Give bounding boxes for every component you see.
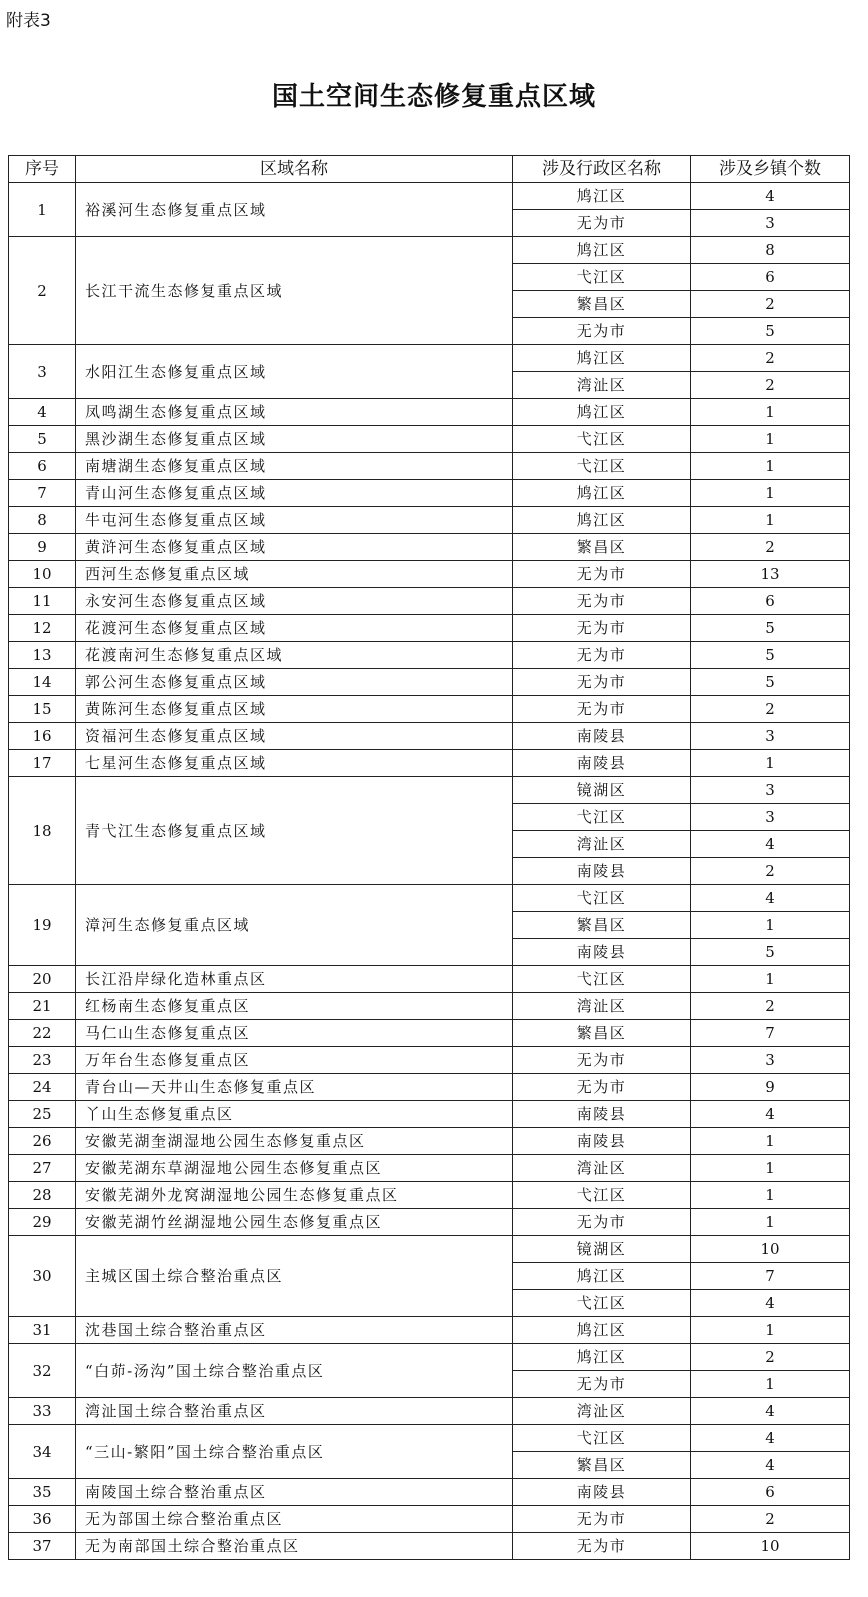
- district-name: 湾沚区: [513, 1155, 691, 1182]
- town-count: 5: [691, 615, 850, 642]
- district-name: 鸠江区: [513, 399, 691, 426]
- district-name: 弋江区: [513, 966, 691, 993]
- region-name: 漳河生态修复重点区域: [76, 885, 513, 966]
- table-row: [9, 588, 850, 615]
- region-name: 黑沙湖生态修复重点区域: [76, 426, 513, 453]
- table-row: [9, 1479, 850, 1506]
- district-name: 弋江区: [513, 1425, 691, 1452]
- region-name: 资福河生态修复重点区域: [76, 723, 513, 750]
- region-name: 南塘湖生态修复重点区域: [76, 453, 513, 480]
- district-name: 弋江区: [513, 1182, 691, 1209]
- table-row: [9, 885, 850, 912]
- town-count: 3: [691, 210, 850, 237]
- district-name: 鸠江区: [513, 345, 691, 372]
- district-name: 湾沚区: [513, 831, 691, 858]
- town-count: 6: [691, 588, 850, 615]
- row-index: 32: [9, 1344, 76, 1398]
- district-name: 南陵县: [513, 1101, 691, 1128]
- town-count: 1: [691, 1155, 850, 1182]
- table-row: [9, 642, 850, 669]
- town-count: 5: [691, 669, 850, 696]
- row-index: 17: [9, 750, 76, 777]
- region-name: 长江干流生态修复重点区域: [76, 237, 513, 345]
- district-name: 南陵县: [513, 939, 691, 966]
- district-name: 无为市: [513, 615, 691, 642]
- district-name: 弋江区: [513, 1290, 691, 1317]
- header-index: 序号: [9, 156, 76, 183]
- district-name: 镜湖区: [513, 1236, 691, 1263]
- district-name: 无为市: [513, 1074, 691, 1101]
- town-count: 1: [691, 426, 850, 453]
- district-name: 无为市: [513, 669, 691, 696]
- table-row: [9, 1425, 850, 1452]
- town-count: 13: [691, 561, 850, 588]
- table-row: [9, 1182, 850, 1209]
- town-count: 2: [691, 372, 850, 399]
- row-index: 6: [9, 453, 76, 480]
- district-name: 南陵县: [513, 858, 691, 885]
- row-index: 3: [9, 345, 76, 399]
- table-row: [9, 183, 850, 210]
- region-name: 凤鸣湖生态修复重点区域: [76, 399, 513, 426]
- district-name: 鸠江区: [513, 480, 691, 507]
- table-row: [9, 1506, 850, 1533]
- town-count: 1: [691, 1128, 850, 1155]
- table-row: [9, 345, 850, 372]
- town-count: 4: [691, 1101, 850, 1128]
- district-name: 无为市: [513, 1047, 691, 1074]
- region-name: 黄陈河生态修复重点区域: [76, 696, 513, 723]
- district-name: 弋江区: [513, 453, 691, 480]
- table-body: [9, 183, 850, 1560]
- district-name: 繁昌区: [513, 1020, 691, 1047]
- town-count: 1: [691, 1371, 850, 1398]
- region-name: 无为部国土综合整治重点区: [76, 1506, 513, 1533]
- table-row: [9, 1128, 850, 1155]
- district-name: 南陵县: [513, 1479, 691, 1506]
- region-name: 马仁山生态修复重点区: [76, 1020, 513, 1047]
- town-count: 1: [691, 912, 850, 939]
- town-count: 2: [691, 291, 850, 318]
- district-name: 南陵县: [513, 750, 691, 777]
- district-name: 弋江区: [513, 264, 691, 291]
- district-name: 无为市: [513, 561, 691, 588]
- town-count: 1: [691, 966, 850, 993]
- region-name: 沈巷国土综合整治重点区: [76, 1317, 513, 1344]
- town-count: 1: [691, 1209, 850, 1236]
- row-index: 10: [9, 561, 76, 588]
- district-name: 弋江区: [513, 885, 691, 912]
- table-row: [9, 696, 850, 723]
- district-name: 鸠江区: [513, 1263, 691, 1290]
- town-count: 5: [691, 939, 850, 966]
- row-index: 30: [9, 1236, 76, 1317]
- town-count: 1: [691, 1317, 850, 1344]
- table-row: [9, 1398, 850, 1425]
- table-row: [9, 480, 850, 507]
- table-row: [9, 1101, 850, 1128]
- row-index: 21: [9, 993, 76, 1020]
- row-index: 9: [9, 534, 76, 561]
- district-name: 无为市: [513, 318, 691, 345]
- district-name: 镜湖区: [513, 777, 691, 804]
- district-name: 无为市: [513, 1371, 691, 1398]
- row-index: 28: [9, 1182, 76, 1209]
- town-count: 2: [691, 1506, 850, 1533]
- table-row: [9, 561, 850, 588]
- district-name: 繁昌区: [513, 534, 691, 561]
- town-count: 2: [691, 1344, 850, 1371]
- table-row: [9, 723, 850, 750]
- town-count: 7: [691, 1263, 850, 1290]
- row-index: 31: [9, 1317, 76, 1344]
- town-count: 4: [691, 831, 850, 858]
- row-index: 36: [9, 1506, 76, 1533]
- district-name: 弋江区: [513, 426, 691, 453]
- district-name: 无为市: [513, 696, 691, 723]
- town-count: 3: [691, 723, 850, 750]
- region-name: 青山河生态修复重点区域: [76, 480, 513, 507]
- table-row: [9, 426, 850, 453]
- row-index: 12: [9, 615, 76, 642]
- region-name: 西河生态修复重点区域: [76, 561, 513, 588]
- district-name: 湾沚区: [513, 993, 691, 1020]
- table-row: [9, 237, 850, 264]
- district-name: 鸠江区: [513, 1317, 691, 1344]
- appendix-label: 附表3: [6, 11, 51, 31]
- row-index: 20: [9, 966, 76, 993]
- district-name: 无为市: [513, 642, 691, 669]
- district-name: 鸠江区: [513, 1344, 691, 1371]
- town-count: 2: [691, 345, 850, 372]
- region-name: 安徽芜湖东草湖湿地公园生态修复重点区: [76, 1155, 513, 1182]
- table-row: [9, 615, 850, 642]
- row-index: 22: [9, 1020, 76, 1047]
- table-row: [9, 669, 850, 696]
- district-name: 繁昌区: [513, 1452, 691, 1479]
- region-name: 南陵国土综合整治重点区: [76, 1479, 513, 1506]
- district-name: 湾沚区: [513, 372, 691, 399]
- row-index: 23: [9, 1047, 76, 1074]
- district-name: 无为市: [513, 210, 691, 237]
- row-index: 26: [9, 1128, 76, 1155]
- town-count: 2: [691, 534, 850, 561]
- region-name: 安徽芜湖外龙窝湖湿地公园生态修复重点区: [76, 1182, 513, 1209]
- table-row: [9, 1020, 850, 1047]
- row-index: 13: [9, 642, 76, 669]
- town-count: 1: [691, 453, 850, 480]
- table-row: [9, 1074, 850, 1101]
- row-index: 15: [9, 696, 76, 723]
- town-count: 1: [691, 1182, 850, 1209]
- district-name: 南陵县: [513, 1128, 691, 1155]
- town-count: 3: [691, 777, 850, 804]
- region-name: 郭公河生态修复重点区域: [76, 669, 513, 696]
- table-header-row: [9, 156, 850, 183]
- row-index: 4: [9, 399, 76, 426]
- table-row: [9, 1209, 850, 1236]
- region-name: 永安河生态修复重点区域: [76, 588, 513, 615]
- table-row: [9, 1344, 850, 1371]
- table-row: [9, 966, 850, 993]
- town-count: 4: [691, 1398, 850, 1425]
- region-name: 无为南部国土综合整治重点区: [76, 1533, 513, 1560]
- town-count: 1: [691, 480, 850, 507]
- row-index: 11: [9, 588, 76, 615]
- town-count: 8: [691, 237, 850, 264]
- eco-restoration-table: [8, 155, 850, 1560]
- region-name: 水阳江生态修复重点区域: [76, 345, 513, 399]
- table-row: [9, 453, 850, 480]
- town-count: 6: [691, 1479, 850, 1506]
- row-index: 1: [9, 183, 76, 237]
- region-name: 安徽芜湖奎湖湿地公园生态修复重点区: [76, 1128, 513, 1155]
- town-count: 2: [691, 696, 850, 723]
- row-index: 29: [9, 1209, 76, 1236]
- region-name: 丫山生态修复重点区: [76, 1101, 513, 1128]
- row-index: 34: [9, 1425, 76, 1479]
- region-name: 青弋江生态修复重点区域: [76, 777, 513, 885]
- town-count: 2: [691, 858, 850, 885]
- town-count: 4: [691, 1425, 850, 1452]
- town-count: 10: [691, 1236, 850, 1263]
- page-title: 国土空间生态修复重点区域: [271, 82, 596, 112]
- town-count: 7: [691, 1020, 850, 1047]
- row-index: 24: [9, 1074, 76, 1101]
- town-count: 4: [691, 1452, 850, 1479]
- region-name: 红杨南生态修复重点区: [76, 993, 513, 1020]
- row-index: 2: [9, 237, 76, 345]
- region-name: 湾沚国土综合整治重点区: [76, 1398, 513, 1425]
- table-row: [9, 1236, 850, 1263]
- region-name: 黄浒河生态修复重点区域: [76, 534, 513, 561]
- district-name: 鸠江区: [513, 183, 691, 210]
- table-row: [9, 507, 850, 534]
- header-region-name: 区域名称: [76, 156, 513, 183]
- row-index: 35: [9, 1479, 76, 1506]
- region-name: 青台山—天井山生态修复重点区: [76, 1074, 513, 1101]
- district-name: 繁昌区: [513, 291, 691, 318]
- town-count: 1: [691, 750, 850, 777]
- town-count: 3: [691, 804, 850, 831]
- town-count: 6: [691, 264, 850, 291]
- row-index: 14: [9, 669, 76, 696]
- region-name: 万年台生态修复重点区: [76, 1047, 513, 1074]
- town-count: 3: [691, 1047, 850, 1074]
- district-name: 无为市: [513, 1209, 691, 1236]
- district-name: 繁昌区: [513, 912, 691, 939]
- district-name: 无为市: [513, 1533, 691, 1560]
- row-index: 27: [9, 1155, 76, 1182]
- row-index: 16: [9, 723, 76, 750]
- table-row: [9, 1317, 850, 1344]
- region-name: 长江沿岸绿化造林重点区: [76, 966, 513, 993]
- town-count: 4: [691, 1290, 850, 1317]
- town-count: 1: [691, 507, 850, 534]
- row-index: 8: [9, 507, 76, 534]
- region-name: “三山-繁阳”国土综合整治重点区: [76, 1425, 513, 1479]
- table-row: [9, 1155, 850, 1182]
- header-town-count: 涉及乡镇个数: [691, 156, 850, 183]
- row-index: 33: [9, 1398, 76, 1425]
- region-name: “白茆-汤沟”国土综合整治重点区: [76, 1344, 513, 1398]
- town-count: 10: [691, 1533, 850, 1560]
- district-name: 鸠江区: [513, 237, 691, 264]
- town-count: 2: [691, 993, 850, 1020]
- table-row: [9, 777, 850, 804]
- district-name: 南陵县: [513, 723, 691, 750]
- table-row: [9, 750, 850, 777]
- region-name: 牛屯河生态修复重点区域: [76, 507, 513, 534]
- row-index: 7: [9, 480, 76, 507]
- district-name: 无为市: [513, 1506, 691, 1533]
- row-index: 18: [9, 777, 76, 885]
- header-district: 涉及行政区名称: [513, 156, 691, 183]
- district-name: 鸠江区: [513, 507, 691, 534]
- table-row: [9, 1047, 850, 1074]
- row-index: 19: [9, 885, 76, 966]
- row-index: 37: [9, 1533, 76, 1560]
- table-row: [9, 534, 850, 561]
- row-index: 5: [9, 426, 76, 453]
- district-name: 无为市: [513, 588, 691, 615]
- town-count: 5: [691, 318, 850, 345]
- region-name: 主城区国土综合整治重点区: [76, 1236, 513, 1317]
- region-name: 花渡河生态修复重点区域: [76, 615, 513, 642]
- town-count: 4: [691, 885, 850, 912]
- region-name: 安徽芜湖竹丝湖湿地公园生态修复重点区: [76, 1209, 513, 1236]
- region-name: 七星河生态修复重点区域: [76, 750, 513, 777]
- town-count: 9: [691, 1074, 850, 1101]
- town-count: 4: [691, 183, 850, 210]
- region-name: 花渡南河生态修复重点区域: [76, 642, 513, 669]
- district-name: 弋江区: [513, 804, 691, 831]
- town-count: 1: [691, 399, 850, 426]
- town-count: 5: [691, 642, 850, 669]
- region-name: 裕溪河生态修复重点区域: [76, 183, 513, 237]
- table-row: [9, 993, 850, 1020]
- district-name: 湾沚区: [513, 1398, 691, 1425]
- table-row: [9, 399, 850, 426]
- row-index: 25: [9, 1101, 76, 1128]
- table-row: [9, 1533, 850, 1560]
